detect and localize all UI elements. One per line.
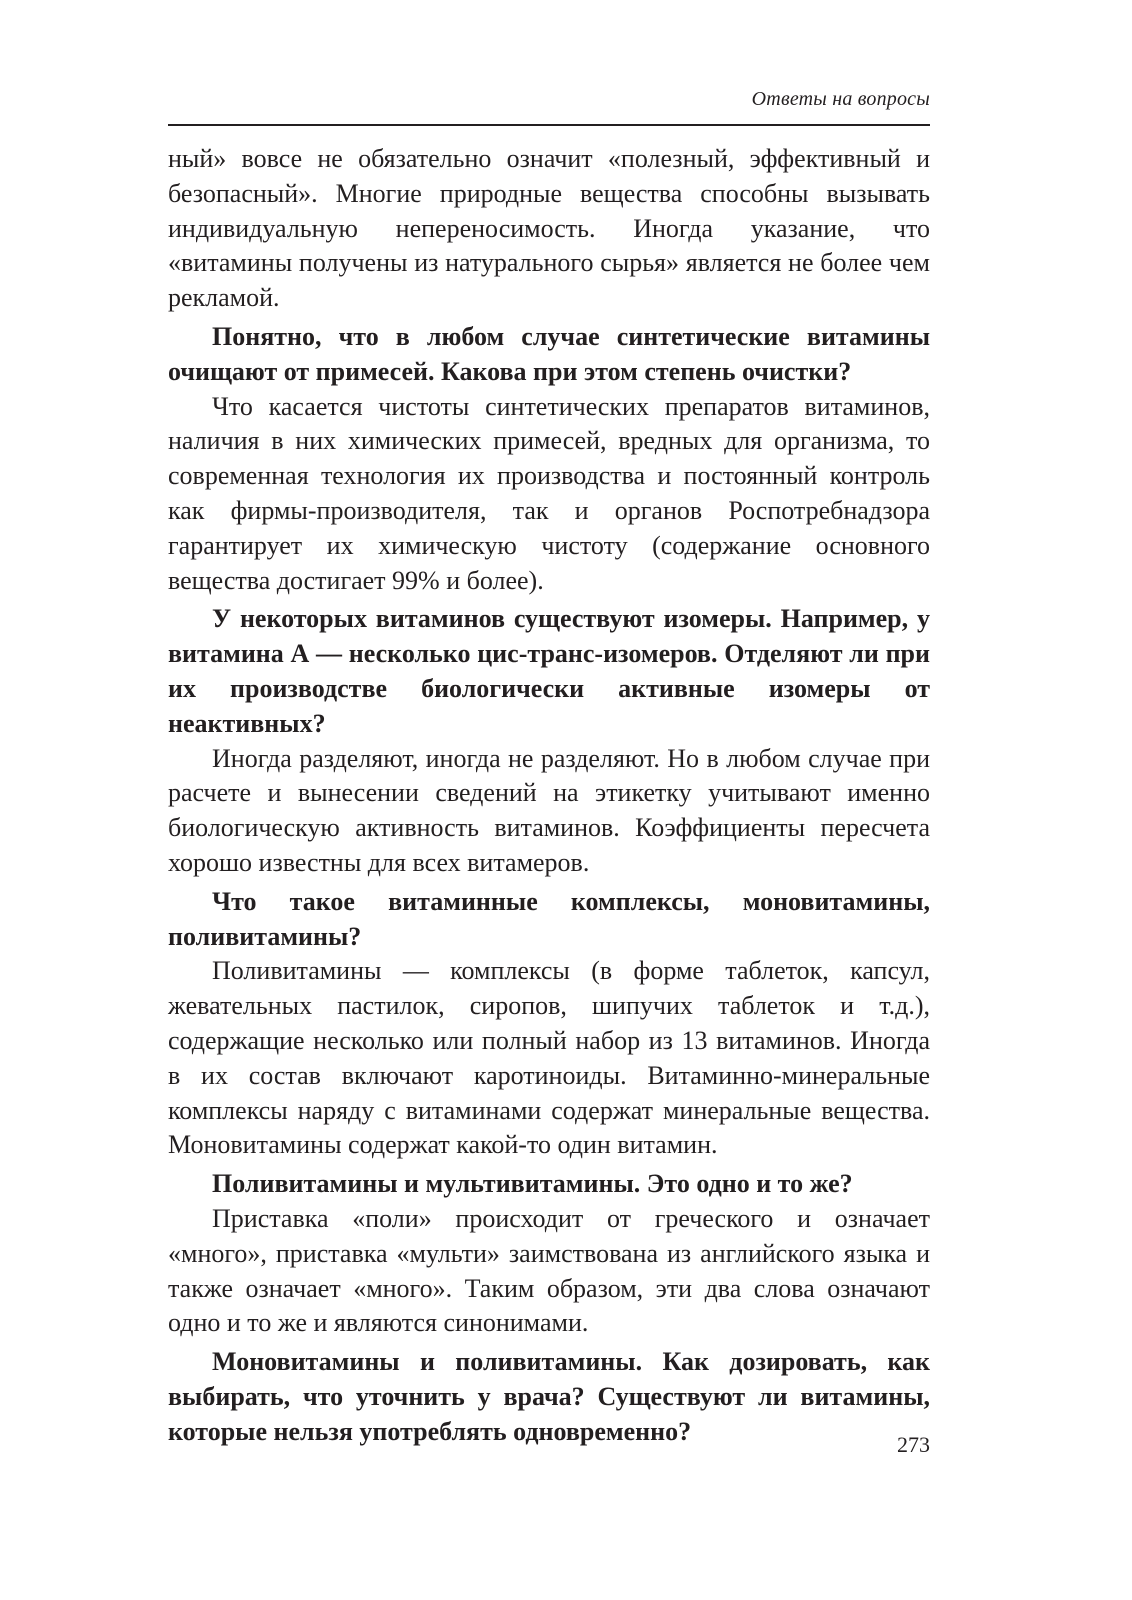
paragraph-question: Поливитамины и мультивитамины. Это одно и то же? — [212, 1169, 853, 1199]
paragraph-answer: ный» вовсе не обязательно означит «полезный, эффективный и безопасный». Многие природные вещества способны вызывать индивидуальную непереносимость. Иногда указание, что «витамины получены из натурального сырья» является не более чем рекламой. — [168, 144, 930, 313]
paragraph-answer: Приставка «поли» происходит от греческого и означает «много», приставка «мульти» заимствована из английского языка и также означает «много». Таким образом, эти два слова означают одно и то же и являются синонимами. — [168, 1203, 930, 1338]
paragraph-answer: Что касается чистоты синтетических препаратов витаминов, наличия в них химических примесей, вредных для организма, то современная технология их производства и постоянный контроль как фирмы-производителя, так и органов Роспотребнадзора гарантирует их химическую чистоту (содержание основного вещества достигает 99% и более). — [168, 391, 930, 595]
paragraph-question: Моновитамины и поливитамины. Как дозировать, как выбирать, что уточнить у врача? Существуют ли витамины, которые нельзя употреблять одновременно? — [168, 1347, 930, 1446]
page-number: 273 — [897, 1432, 930, 1457]
running-header — [168, 88, 930, 126]
paragraph-answer: Иногда разделяют, иногда не разделяют. Но в любом случае при расчете и вынесении сведений на этикетку учитывают именно биологическую активность витаминов. Коэффициенты пересчета хорошо известны для всех витамеров. — [168, 743, 930, 877]
paragraph-answer: Поливитамины — комплексы (в форме таблеток, капсул, жевательных пастилок, сиропов, шипучих таблеток и т.д.), содержащие несколько или полный набор из 13 витаминов. Иногда в их состав включают каротиноиды. Витаминно-минеральные комплексы наряду с витаминами содержат минеральные вещества. Моновитамины содержат какой-то один витамин. — [168, 956, 930, 1160]
paragraph-question: Понятно, что в любом случае синтетические витамины очищают от примесей. Какова при этом степень очистки? — [168, 321, 930, 386]
paragraph-question: Что такое витаминные комплексы, моновитамины, поливитамины? — [168, 886, 930, 951]
page-body — [168, 142, 930, 1449]
running-header-title: Ответы на вопросы — [751, 88, 930, 110]
paragraph-question: У некоторых витаминов существуют изомеры. Например, у витамина А — несколько цис-транс-изомеров. Отделяют ли при их производстве биологически активные изомеры от неактивных? — [168, 604, 930, 738]
